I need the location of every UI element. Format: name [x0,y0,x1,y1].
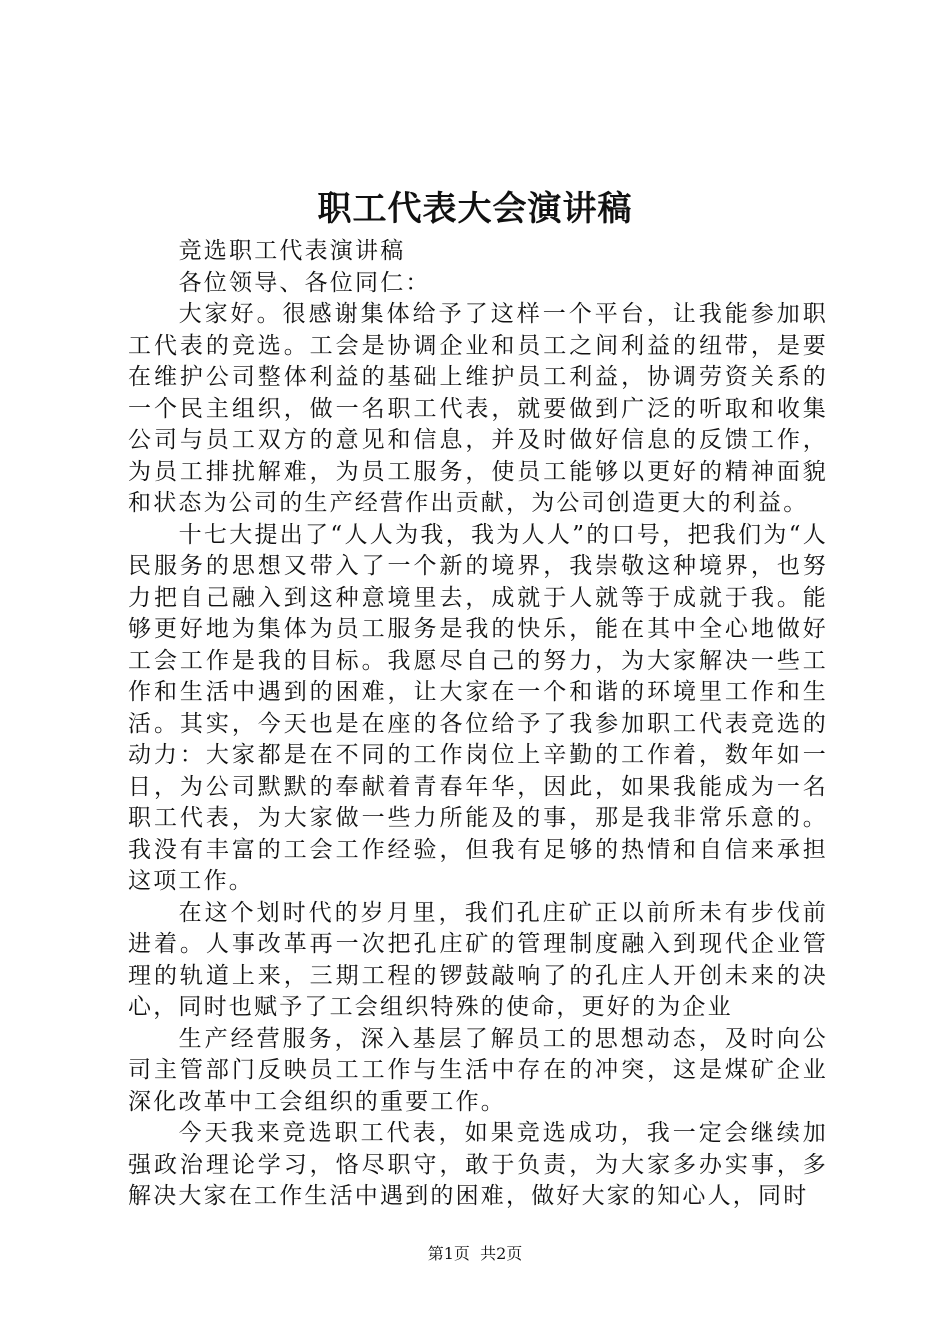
paragraph: 生产经营服务，深入基层了解员工的思想动态，及时向公司主管部门反映员工工作与生活中存在的冲突，这是煤矿企业深化改革中工会组织的重要工作。 [128,1025,828,1115]
paragraph-salutation: 各位领导、各位同仁： [178,269,431,296]
document-body [128,236,828,1213]
paragraph: 在这个划时代的岁月里，我们孔庄矿正以前所未有步伐前进着。人事改革再一次把孔庄矿的管理制度融入到现代企业管理的轨道上来，三期工程的锣鼓敲响了的孔庄人开创未来的决心，同时也赋予了工会组织特殊的使命，更好的为企业 [128,899,828,1020]
paragraph: 今天我来竞选职工代表，如果竞选成功，我一定会继续加强政治理论学习，恪尽职守，敢于负责，为大家多办实事，多解决大家在工作生活中遇到的困难，做好大家的知心人，同时 [128,1120,828,1209]
page-footer [0,1242,950,1266]
page-number: 第1页 共2页 [427,1244,523,1263]
paragraph: 大家好。很感谢集体给予了这样一个平台，让我能参加职工代表的竞选。工会是协调企业和员工之间利益的纽带，是要在维护公司整体利益的基础上维护员工利益，协调劳资关系的一个民主组织，做一名职工代表，就要做到广泛的听取和收集公司与员工双方的意见和信息，并及时做好信息的反馈工作，为员工排扰解难，为员工服务，使员工能够以更好的精神面貌和状态为公司的生产经营作出贡献，为公司创造更大的利益。 [128,301,828,516]
document-title: 职工代表大会演讲稿 [317,189,633,229]
paragraph: 十七大提出了“人人为我，我为人人”的口号，把我们为“人民服务的思想又带入了一个新的境界，我崇敬这种境界，也努力把自己融入到这种意境里去，成就于人就等于成就于我。能够更好地为集体为员工服务是我的快乐，能在其中全心地做好工会工作是我的目标。我愿尽自己的努力，为大家解决一些工作和生活中遇到的困难，让大家在一个和谐的环境里工作和生活。其实，今天也是在座的各位给予了我参加职工代表竞选的动力：大家都是在不同的工作岗位上辛勤的工作着，数年如一日，为公司默默的奉献着青春年华，因此，如果我能成为一名职工代表，为大家做一些力所能及的事，那是我非常乐意的。我没有丰富的工会工作经验，但我有足够的热情和自信来承担这项工作。 [128,521,828,894]
paragraph-subtitle: 竞选职工代表演讲稿 [178,238,406,264]
